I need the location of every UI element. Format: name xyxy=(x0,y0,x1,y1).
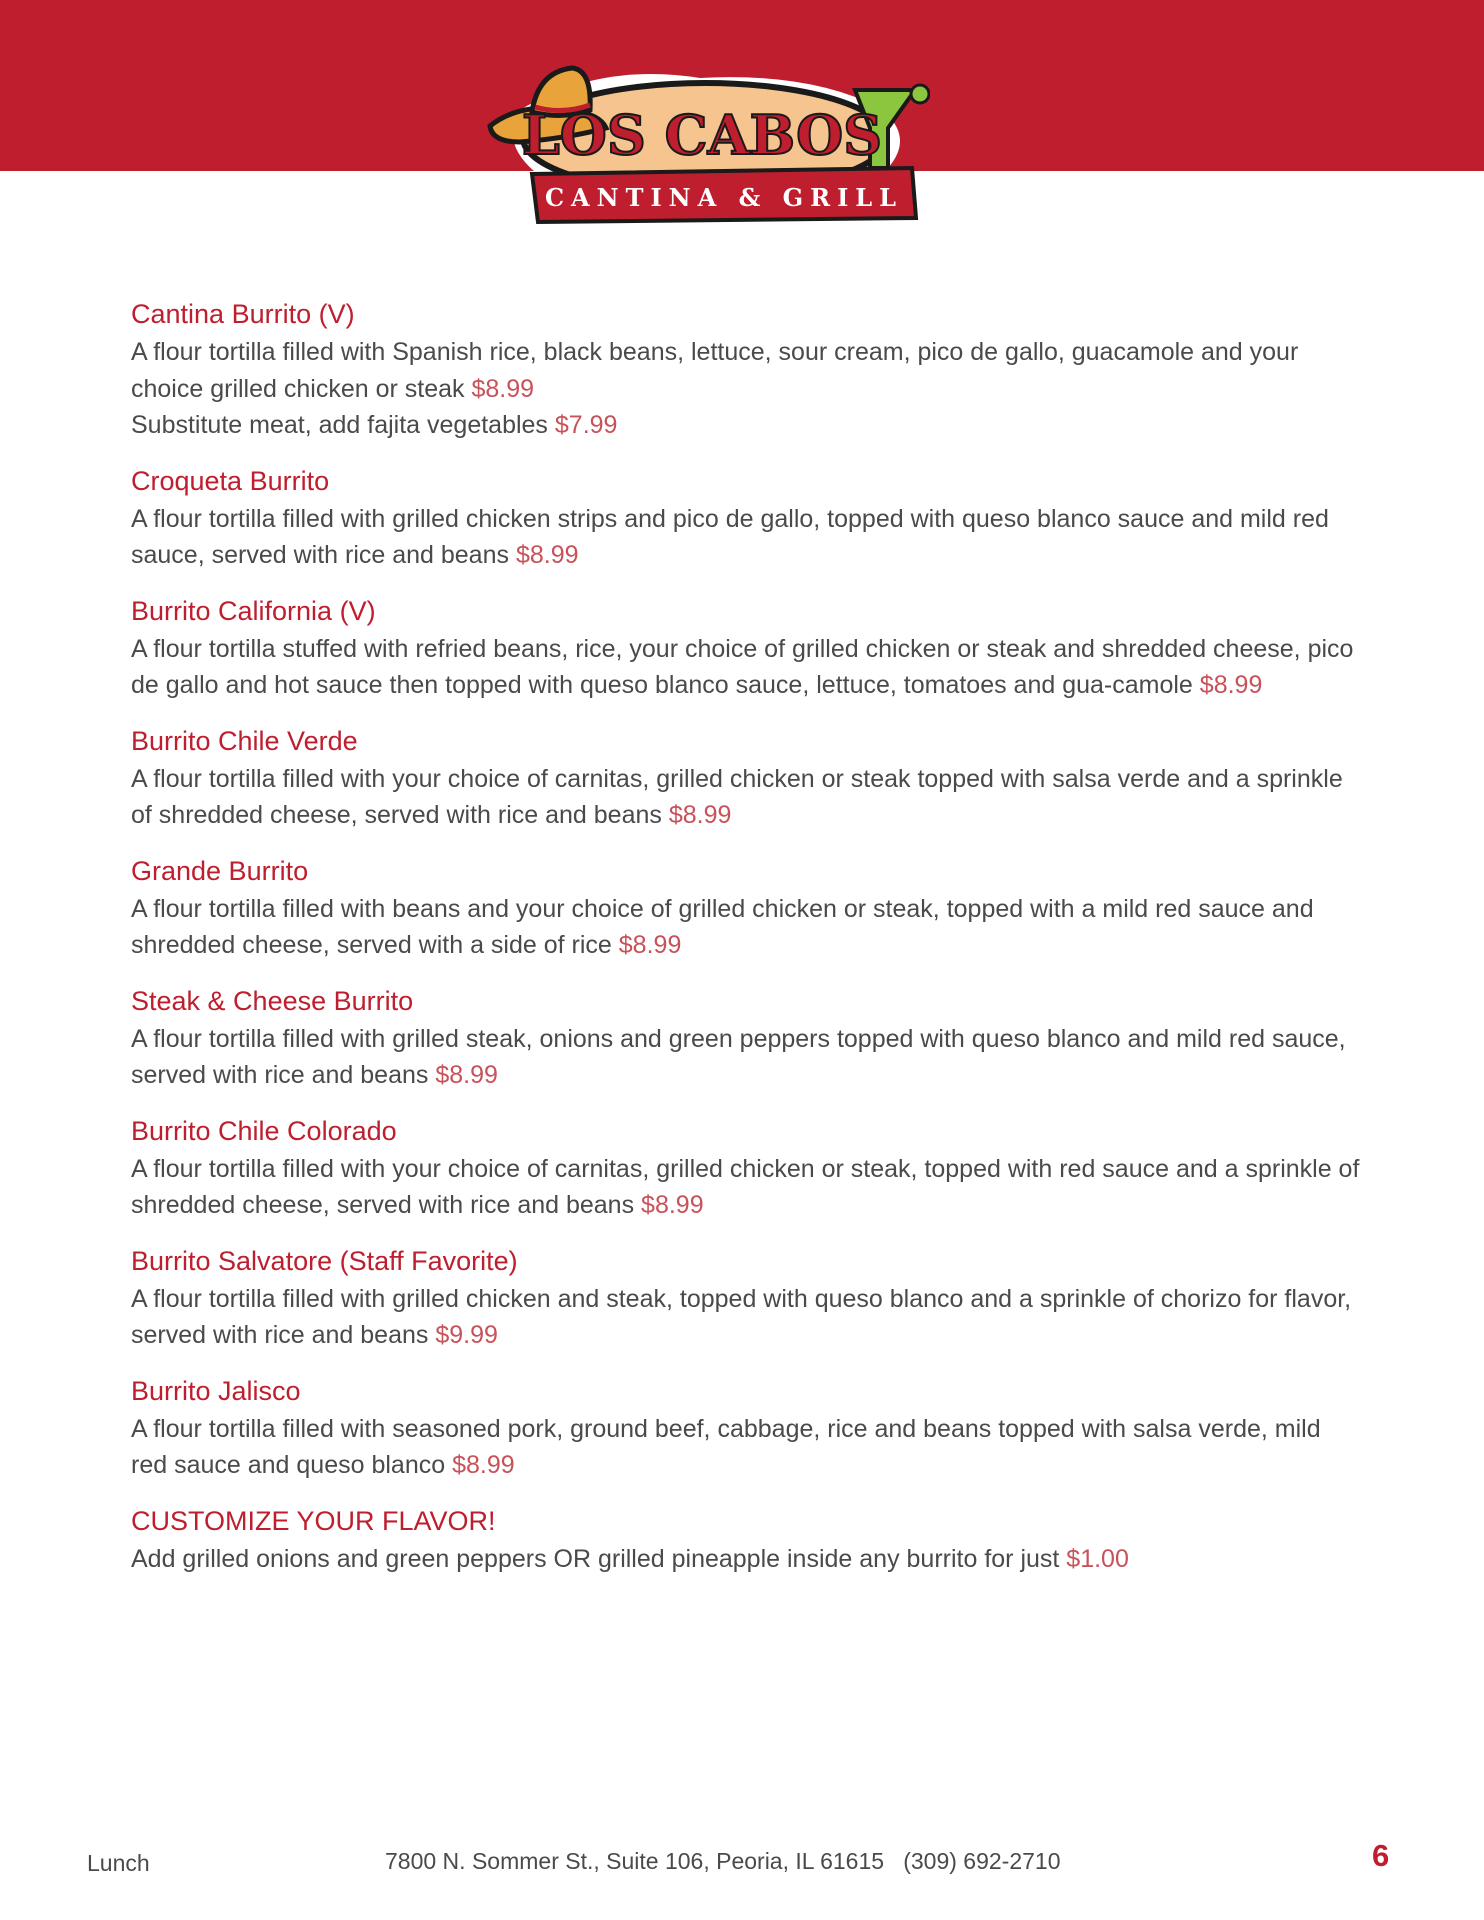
description-text: A flour tortilla filled with grilled steak, onions and green peppers topped with queso blanco and mild red sauce, served with rice and beans xyxy=(131,1024,1346,1089)
menu-item-price: $1.00 xyxy=(1066,1544,1129,1573)
menu-item-price: $8.99 xyxy=(618,931,682,959)
description-text: A flour tortilla stuffed with refried beans, rice, your choice of grilled chicken or steak and shredded cheese, pico de gallo and hot sauce then topped with queso blanco sauce, lettuce, tomatoes and gua-camole xyxy=(131,634,1354,699)
menu-item-description xyxy=(131,1411,1361,1484)
menu-item xyxy=(131,296,1361,444)
menu-item-price: $8.99 xyxy=(641,1191,704,1219)
menu-item-name: Croqueta Burrito xyxy=(131,465,330,496)
burrito-menu xyxy=(131,296,1361,1596)
menu-item-name: Cantina Burrito (V) xyxy=(131,299,355,329)
description-text: Add grilled onions and green peppers OR grilled pineapple inside any burrito for just xyxy=(131,1544,1067,1573)
footer-section-label: Lunch xyxy=(87,1850,150,1876)
menu-item-price: $7.99 xyxy=(554,411,618,439)
menu-item-price: $8.99 xyxy=(435,1061,498,1089)
menu-item-description xyxy=(131,407,1361,444)
menu-item xyxy=(131,1243,1361,1354)
menu-item-name: Burrito Chile Verde xyxy=(131,725,358,756)
menu-item-description xyxy=(131,501,1361,574)
description-text: A flour tortilla filled with your choice of carnitas, grilled chicken or steak topped with salsa verde and a sprinkle of shredded cheese, served with rice and beans xyxy=(131,764,1343,829)
menu-item-name: Burrito Salvatore (Staff Favorite) xyxy=(131,1245,518,1276)
description-text: A flour tortilla filled with your choice of carnitas, grilled chicken or steak, topped with red sauce and a sprinkle of shredded cheese, served with rice and beans xyxy=(131,1154,1360,1219)
menu-item xyxy=(131,1113,1361,1224)
footer-address: 7800 N. Sommer St., Suite 106, Peoria, IL 61615 (309) 692-2710 xyxy=(385,1848,1061,1874)
menu-item-price: $8.99 xyxy=(515,541,579,569)
menu-item-name: Steak & Cheese Burrito xyxy=(131,985,414,1016)
menu-item-description xyxy=(131,1151,1361,1224)
menu-item-price: $8.99 xyxy=(668,801,732,829)
description-text: A flour tortilla filled with beans and your choice of grilled chicken or steak, topped with a mild red sauce and shredded cheese, served with a side of rice xyxy=(131,894,1314,959)
menu-item-price: $8.99 xyxy=(1199,671,1263,699)
menu-item xyxy=(131,1373,1361,1484)
menu-item-price: $8.99 xyxy=(452,1451,515,1479)
description-text: A flour tortilla filled with seasoned pork, ground beef, cabbage, rice and beans topped with salsa verde, mild red sauce and queso blanco xyxy=(131,1414,1321,1479)
page-number: 6 xyxy=(1372,1838,1390,1873)
menu-item xyxy=(131,1503,1361,1578)
description-text: A flour tortilla filled with Spanish rice, black beans, lettuce, sour cream, pico de gallo, guacamole and your choice grilled chicken or steak xyxy=(131,338,1299,403)
menu-item xyxy=(131,593,1361,704)
menu-item-name: Burrito Chile Colorado xyxy=(131,1115,397,1146)
logo-brand-name: LOS CABOS xyxy=(521,103,883,167)
menu-item-name: Burrito California (V) xyxy=(131,595,376,626)
menu-item-description xyxy=(131,1021,1361,1094)
menu-item xyxy=(131,723,1361,834)
menu-item-name: Burrito Jalisco xyxy=(131,1375,301,1406)
menu-item xyxy=(131,463,1361,574)
menu-item-description xyxy=(131,631,1361,704)
description-text: A flour tortilla filled with grilled chicken and steak, topped with queso blanco and a sprinkle of chorizo for flavor, served with rice and beans xyxy=(131,1284,1352,1349)
menu-item-description xyxy=(131,761,1361,834)
menu-item-name: Grande Burrito xyxy=(131,855,309,886)
description-text: Substitute meat, add fajita vegetables xyxy=(131,411,555,439)
menu-item-description xyxy=(131,1541,1361,1578)
menu-item xyxy=(131,853,1361,964)
menu-item-price: $9.99 xyxy=(435,1321,498,1349)
menu-item xyxy=(131,983,1361,1094)
menu-item-price: $8.99 xyxy=(471,374,535,403)
logo-tagline: CANTINA & GRILL xyxy=(544,183,904,212)
menu-item-description xyxy=(131,891,1361,964)
los-cabos-logo xyxy=(480,50,930,230)
menu-item-description xyxy=(131,1281,1361,1354)
menu-item-name: CUSTOMIZE YOUR FLAVOR! xyxy=(131,1505,496,1536)
description-text: A flour tortilla filled with grilled chicken strips and pico de gallo, topped with queso blanco sauce and mild red sauce, served with rice and beans xyxy=(131,504,1329,569)
menu-item-description xyxy=(131,334,1361,407)
